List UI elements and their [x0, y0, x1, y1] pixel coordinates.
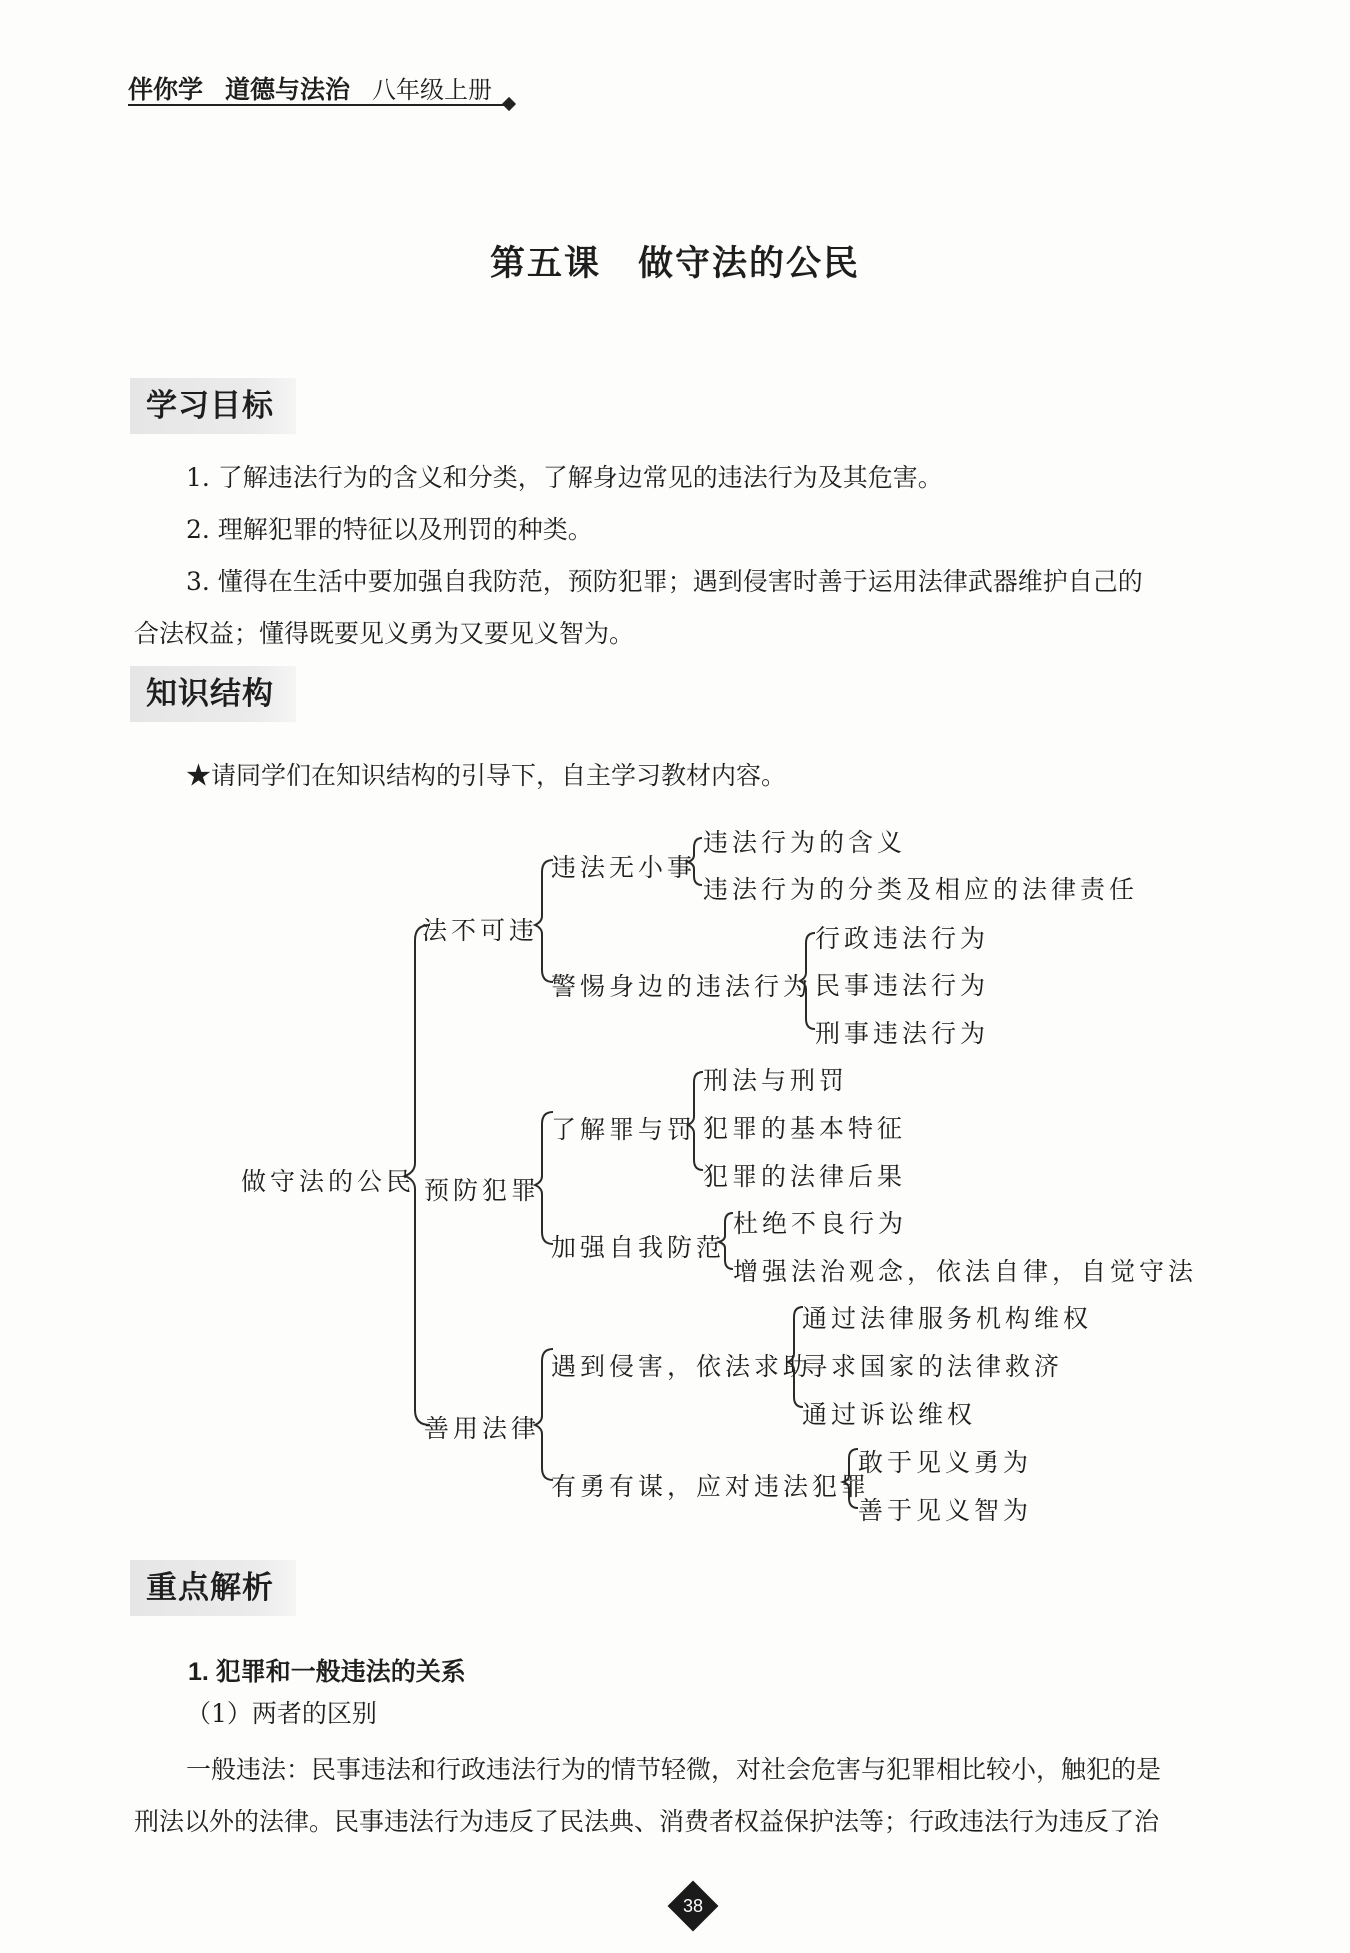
tree-leaf: 通过法律服务机构维权 — [802, 1304, 1093, 1333]
goal-item: 3. 懂得在生活中要加强自我防范，预防犯罪；遇到侵害时善于运用法律武器维护自己的 — [186, 567, 1143, 596]
tree-leaf: 通过诉讼维权 — [802, 1400, 977, 1429]
analysis-subheading: 1. 犯罪和一般违法的关系 — [188, 1658, 466, 1686]
tree-leaf: 寻求国家的法律救济 — [802, 1352, 1064, 1381]
tree-leaf: 增强法治观念，依法自律，自觉守法 — [733, 1257, 1198, 1286]
tree-leaf: 犯罪的法律后果 — [703, 1162, 907, 1191]
header-series: 伴你学 — [128, 76, 204, 104]
tree-leaf: 行政违法行为 — [815, 924, 990, 953]
section-heading-goals: 学习目标 — [130, 378, 296, 434]
tree-leaf: 违法行为的含义 — [703, 828, 907, 857]
tree-leaf: 违法行为的分类及相应的法律责任 — [703, 875, 1139, 904]
tree-node-b3: 善用法律 — [424, 1414, 541, 1443]
section-heading-analysis: 重点解析 — [130, 1560, 296, 1616]
analysis-line: 一般违法：民事违法和行政违法行为的情节轻微，对社会危害与犯罪相比较小，触犯的是 — [186, 1755, 1162, 1784]
page-number: 38 — [682, 1896, 704, 1916]
analysis-body — [134, 1744, 1259, 1848]
analysis-line: 刑法以外的法律。民事违法行为违反了民法典、消费者权益保护法等；行政违法行为违反了治 — [134, 1807, 1160, 1836]
tree-node-b1-1: 违法无小事 — [551, 853, 697, 882]
tree-node-b2-1: 了解罪与罚 — [551, 1115, 697, 1144]
lesson-title: 第五课 做守法的公民 — [489, 244, 860, 283]
goal-item: 2. 理解犯罪的特征以及刑罚的种类。 — [186, 515, 593, 544]
tree-leaf: 民事违法行为 — [815, 971, 990, 1000]
structure-intro: ★请同学们在知识结构的引导下，自主学习教材内容。 — [186, 761, 787, 790]
tree-leaf: 杜绝不良行为 — [733, 1209, 908, 1238]
tree-leaf: 刑事违法行为 — [815, 1019, 990, 1048]
header-grade: 八年级上册 — [372, 76, 493, 104]
analysis-point: （1）两者的区别 — [186, 1699, 377, 1728]
tree-node-b2-2: 加强自我防范 — [551, 1233, 726, 1262]
tree-node-b3-2: 有勇有谋，应对违法犯罪 — [551, 1472, 871, 1501]
goal-item: 1. 了解违法行为的含义和分类，了解身边常见的违法行为及其危害。 — [186, 463, 943, 492]
tree-root: 做守法的公民 — [241, 1167, 416, 1196]
header-subject: 道德与法治 — [225, 76, 351, 104]
tree-leaf: 犯罪的基本特征 — [703, 1114, 907, 1143]
tree-leaf: 刑法与刑罚 — [703, 1066, 849, 1095]
tree-node-b1: 法不可违 — [422, 916, 539, 945]
tree-leaf: 敢于见义勇为 — [858, 1448, 1033, 1477]
tree-node-b1-2: 警惕身边的违法行为 — [551, 972, 813, 1001]
tree-leaf: 善于见义智为 — [858, 1496, 1033, 1525]
goal-item: 合法权益；懂得既要见义勇为又要见义智为。 — [134, 619, 635, 648]
tree-node-b3-1: 遇到侵害，依法求助 — [551, 1352, 813, 1381]
tree-node-b2: 预防犯罪 — [424, 1176, 541, 1205]
section-heading-structure: 知识结构 — [130, 666, 296, 722]
